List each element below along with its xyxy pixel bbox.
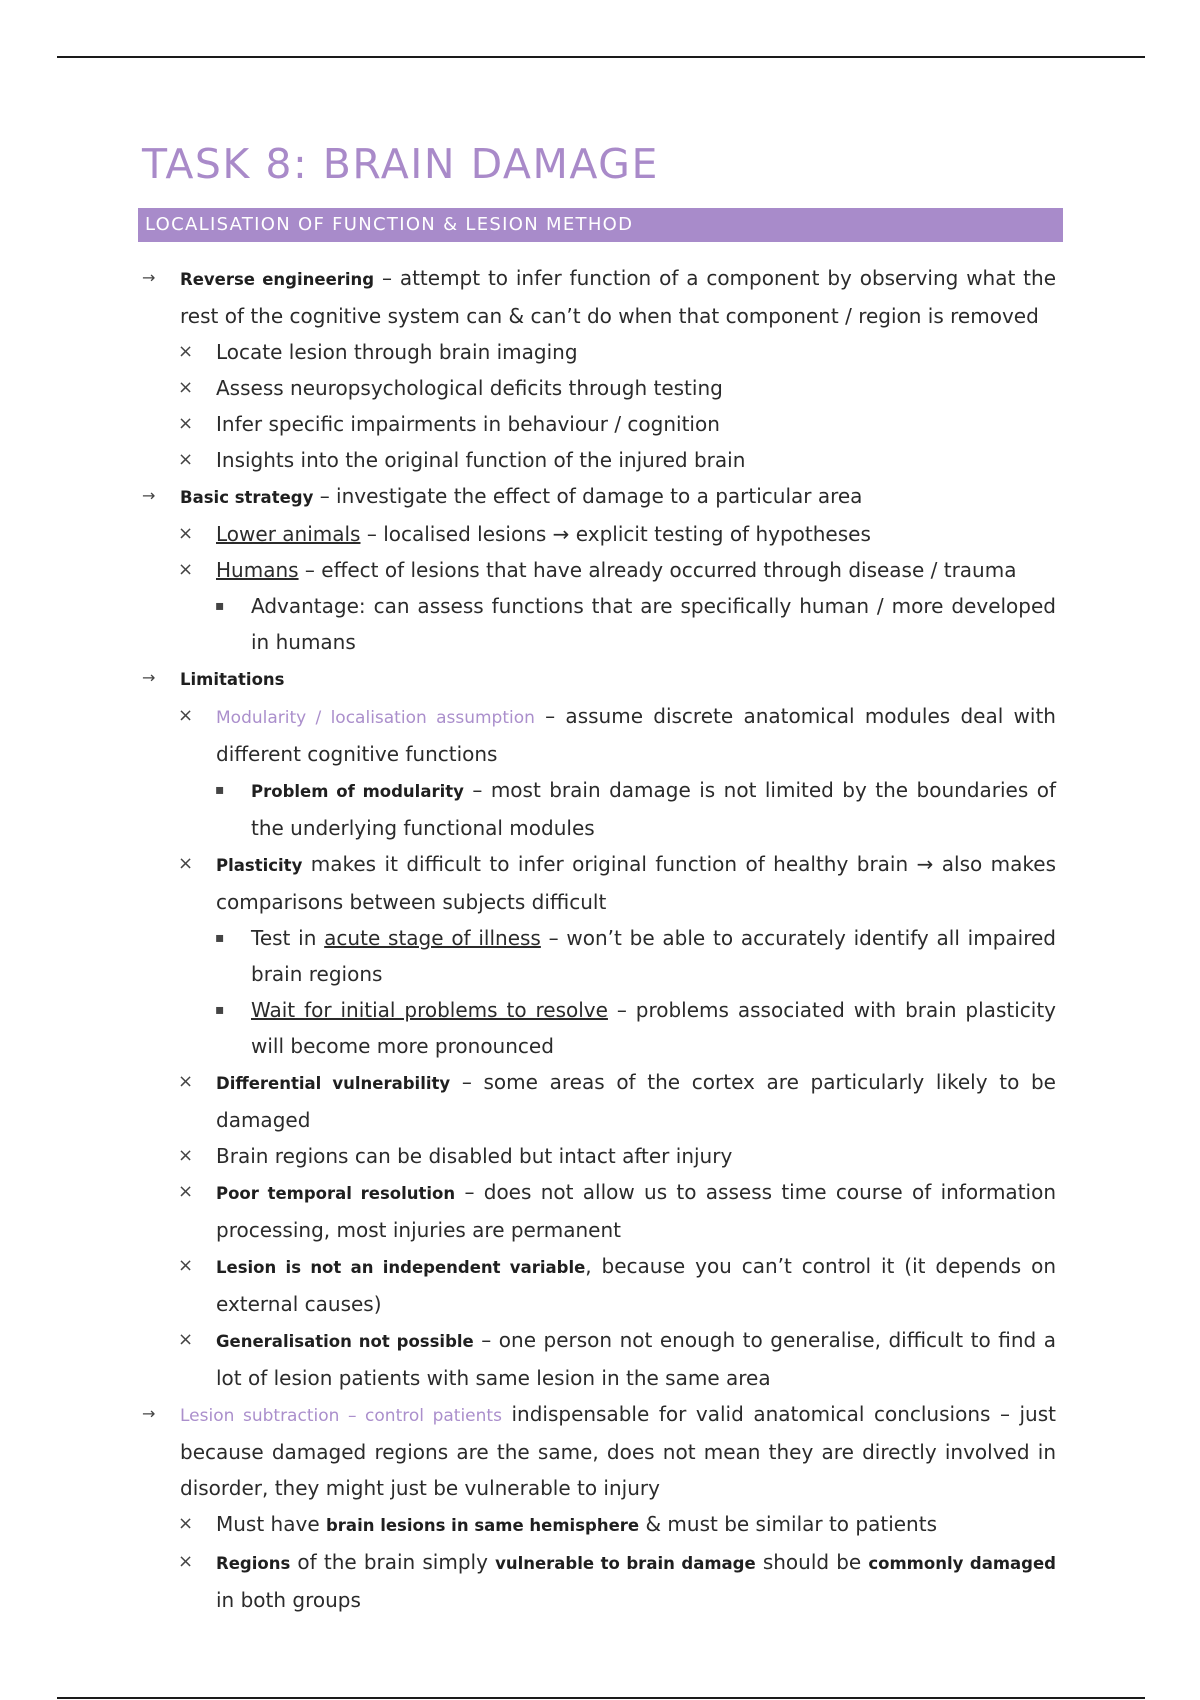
term: vulnerable to brain damage: [495, 1554, 756, 1573]
term: Regions: [216, 1554, 291, 1573]
list-item: × Locate lesion through brain imaging: [140, 334, 1056, 370]
square-bullet-icon: ▪: [215, 1002, 225, 1018]
list-item: × Infer specific impairments in behaviour / cognition: [140, 406, 1056, 442]
cross-icon: ×: [178, 377, 194, 398]
list-item: × Insights into the original function of the injured brain: [140, 442, 1056, 478]
square-bullet-icon: ▪: [215, 598, 225, 614]
list-item: × Poor temporal resolution – does not allow us to assess time course of information processing, most injuries are permanent: [140, 1174, 1056, 1248]
cross-icon: ×: [178, 449, 194, 470]
arrow-icon: →: [142, 668, 156, 687]
cross-icon: ×: [178, 413, 194, 434]
list-item: × Assess neuropsychological deficits through testing: [140, 370, 1056, 406]
term: Lesion subtraction – control patients: [180, 1406, 502, 1426]
page-title: TASK 8: BRAIN DAMAGE: [142, 140, 659, 188]
arrow-icon: →: [142, 1404, 156, 1423]
cross-icon: ×: [178, 1255, 194, 1276]
cross-icon: ×: [178, 1181, 194, 1202]
cross-icon: ×: [178, 853, 194, 874]
term: Plasticity: [216, 856, 303, 875]
notes-body: [140, 260, 1056, 1618]
cross-icon: ×: [178, 341, 194, 362]
list-item: ▪ Advantage: can assess functions that are specifically human / more developed in humans: [140, 588, 1056, 660]
list-item: → Basic strategy – investigate the effect of damage to a particular area: [140, 478, 1056, 516]
term: Lower animals: [216, 522, 361, 546]
term: Humans: [216, 558, 299, 582]
term: Differential vulnerability: [216, 1074, 451, 1093]
list-item: × Differential vulnerability – some areas of the cortex are particularly likely to be damaged: [140, 1064, 1056, 1138]
arrow-icon: →: [142, 486, 156, 505]
list-item: × Modularity / localisation assumption – assume discrete anatomical modules deal with different cognitive functions: [140, 698, 1056, 772]
bottom-rule: [57, 1697, 1145, 1699]
list-item: × Lesion is not an independent variable, because you can’t control it (it depends on external causes): [140, 1248, 1056, 1322]
cross-icon: ×: [178, 1329, 194, 1350]
cross-icon: ×: [178, 1551, 194, 1572]
list-item: × Must have brain lesions in same hemisphere & must be similar to patients: [140, 1506, 1056, 1544]
cross-icon: ×: [178, 1513, 194, 1534]
list-item: [140, 660, 1056, 698]
term: Problem of modularity: [251, 782, 464, 801]
term: Modularity / localisation assumption: [216, 708, 535, 728]
top-rule: [57, 56, 1145, 58]
cross-icon: ×: [178, 1071, 194, 1092]
list-item: → Lesion subtraction – control patients indispensable for valid anatomical conclusions – just because damaged regions are the same, does not mean they are directly involved in disorder, they might just be vulnerable to injury: [140, 1396, 1056, 1506]
square-bullet-icon: ▪: [215, 930, 225, 946]
cross-icon: ×: [178, 523, 194, 544]
list-item: → Reverse engineering – attempt to infer function of a component by observing what the rest of the cognitive system can & can’t do when that component / region is removed: [140, 260, 1056, 334]
list-item: × Brain regions can be disabled but intact after injury: [140, 1138, 1056, 1174]
cross-icon: ×: [178, 559, 194, 580]
term: brain lesions in same hemisphere: [325, 1516, 640, 1535]
list-item: × Humans – effect of lesions that have already occurred through disease / trauma: [140, 552, 1056, 588]
list-item: × Plasticity makes it difficult to infer original function of healthy brain → also makes comparisons between subjects difficult: [140, 846, 1056, 920]
arrow-icon: →: [142, 268, 156, 287]
term: commonly damaged: [868, 1554, 1056, 1573]
term: acute stage of illness: [324, 926, 541, 950]
term: Reverse engineering: [180, 270, 375, 289]
list-item: ▪ Problem of modularity – most brain damage is not limited by the boundaries of the underlying functional modules: [140, 772, 1056, 846]
term: Wait for initial problems to resolve: [251, 998, 608, 1022]
section-heading: LOCALISATION OF FUNCTION & LESION METHOD: [138, 208, 1063, 242]
cross-icon: ×: [178, 1145, 194, 1166]
term: Basic strategy: [180, 488, 314, 507]
term: Limitations: [180, 670, 285, 689]
term: Generalisation not possible: [216, 1332, 474, 1351]
term: Poor temporal resolution: [216, 1184, 456, 1203]
list-item: ▪ Test in acute stage of illness – won’t be able to accurately identify all impaired brain regions: [140, 920, 1056, 992]
list-item: × Regions of the brain simply vulnerable to brain damage should be commonly damaged in both groups: [140, 1544, 1056, 1618]
list-item: ▪ Wait for initial problems to resolve – problems associated with brain plasticity will become more pronounced: [140, 992, 1056, 1064]
list-item: × Generalisation not possible – one person not enough to generalise, difficult to find a lot of lesion patients with same lesion in the same area: [140, 1322, 1056, 1396]
term: Lesion is not an independent variable: [216, 1258, 586, 1277]
cross-icon: ×: [178, 705, 194, 726]
list-item: × Lower animals – localised lesions → explicit testing of hypotheses: [140, 516, 1056, 552]
square-bullet-icon: ▪: [215, 782, 225, 798]
